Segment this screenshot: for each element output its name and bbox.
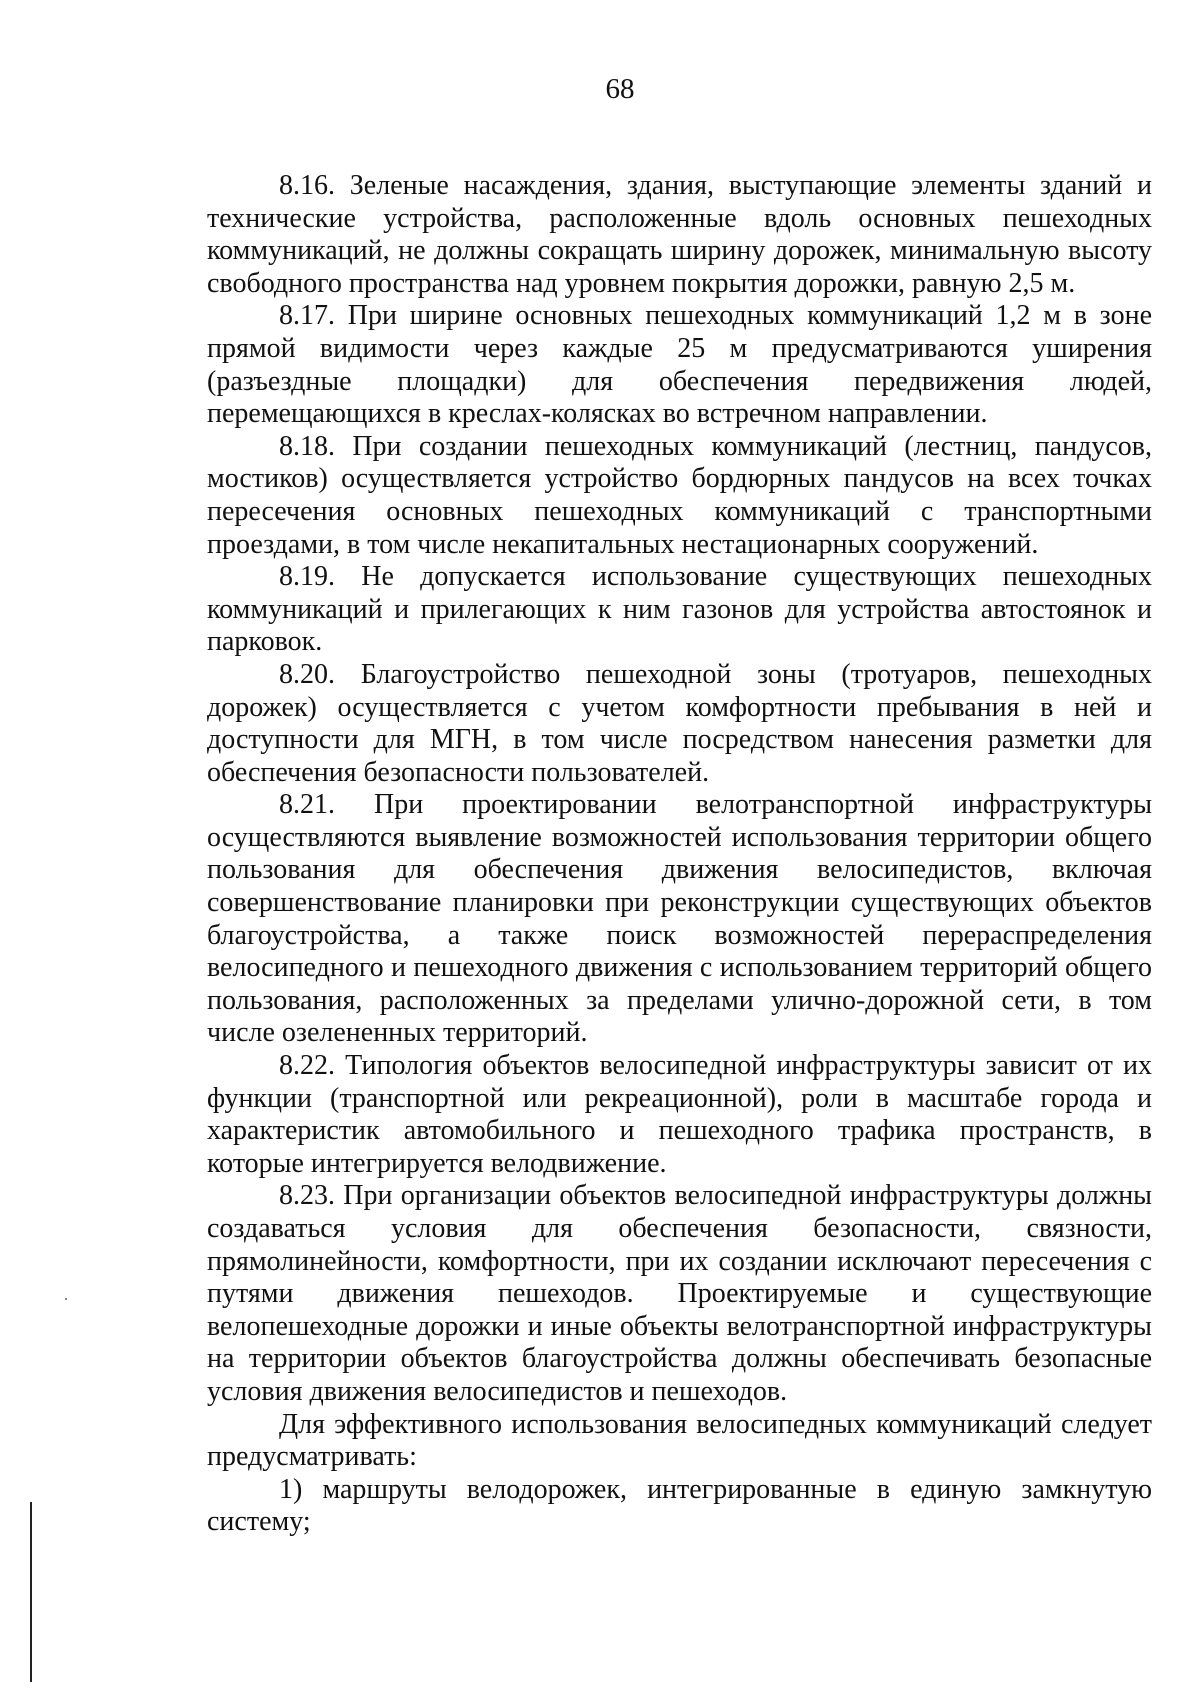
document-body xyxy=(207,170,1152,1539)
list-item-1: 1) маршруты велодорожек, интегрированные в единую замкнутую систему; xyxy=(207,1473,1152,1538)
paragraph-8-22: 8.22. Типология объектов велосипедной инфраструктуры зависит от их функции (транспортной или рекреационной), роли в масштабе города и характеристик автомобильного и пешеходного трафика пространств, в которые интегрируется велодвижение. xyxy=(207,1050,1152,1179)
paragraph-intro-list: Для эффективного использования велосипедных коммуникаций следует предусматривать: xyxy=(207,1408,1152,1473)
page-number: 68 xyxy=(605,73,635,105)
paragraph-8-18: 8.18. При создании пешеходных коммуникаций (лестниц, пандусов, мостиков) осуществляется устройство бордюрных пандусов на всех точках пересечения основных пешеходных коммуникаций с транспортными проездами, в том числе некапитальных нестационарных сооружений. xyxy=(207,430,1152,560)
paragraph-8-20: 8.20. Благоустройство пешеходной зоны (тротуаров, пешеходных дорожек) осуществляется с учетом комфортности пребывания в ней и доступности для МГН, в том числе посредством нанесения разметки для обеспечения безопасности пользователей. xyxy=(207,658,1152,788)
paragraph-8-17: 8.17. При ширине основных пешеходных коммуникаций 1,2 м в зоне прямой видимости через каждые 25 м предусматриваются уширения (разъездные площадки) для обеспечения передвижения людей, перемещающихся в креслах-колясках во встречном направлении. xyxy=(207,300,1152,430)
paragraph-8-23: 8.23. При организации объектов велосипедной инфраструктуры должны создаваться условия для обеспечения безопасности, связности, прямолинейности, комфортности, при их создании исключают пересечения с путями движения пешеходов. Проектируемые и существующие велопешеходные дорожки и иные объекты велотранспортной инфраструктуры на территории объектов благоустройства должны обеспечивать безопасные условия движения велосипедистов и пешеходов. xyxy=(207,1180,1152,1407)
paragraph-8-16: 8.16. Зеленые насаждения, здания, выступающие элементы зданий и технические устройства, расположенные вдоль основных пешеходных коммуникаций, не должны сокращать ширину дорожек, минимальную высоту свободного пространства над уровнем покрытия дорожки, равную 2,5 м. xyxy=(207,170,1152,299)
scan-speck xyxy=(65,1298,67,1300)
paragraph-8-19: 8.19. Не допускается использование существующих пешеходных коммуникаций и прилегающих к ним газонов для устройства автостоянок и парковок. xyxy=(207,561,1152,658)
scan-edge-mark xyxy=(30,1502,32,1682)
paragraph-8-21: 8.21. При проектировании велотранспортной инфраструктуры осуществляются выявление возможностей использования территории общего пользования для обеспечения движения велосипедистов, включая совершенствование планировки при реконструкции существующих объектов благоустройства, а также поиск возможностей перераспределения велосипедного и пешеходного движения с использованием территорий общего пользования, расположенных за пределами улично-дорожной сети, в том числе озелененных территорий. xyxy=(207,789,1152,1049)
